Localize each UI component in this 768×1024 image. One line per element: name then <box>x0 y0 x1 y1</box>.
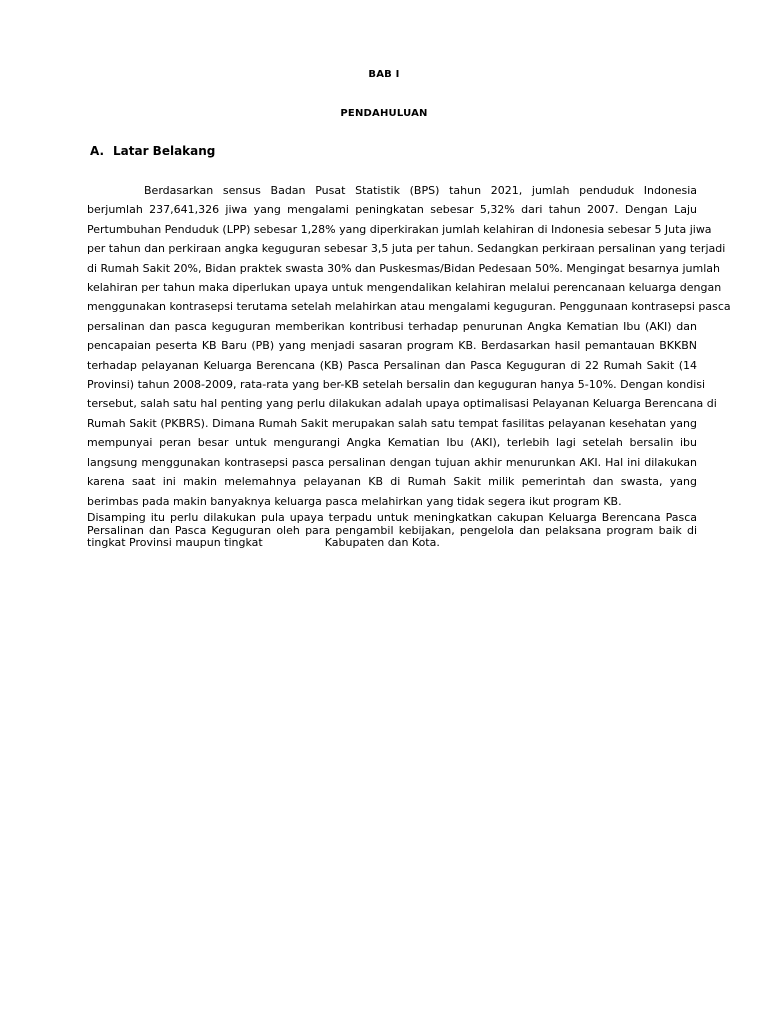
paragraph-line: Berdasarkan sensus Badan Pusat Statistik (BPS) tahun 2021, jumlah penduduk Indonesia <box>144 184 697 197</box>
paragraph-line: langsung menggunakan kontrasepsi pasca persalinan dengan tujuan akhir menurunkan AKI. Hal ini dilakukan <box>87 455 697 469</box>
paragraph-line: berimbas pada makin banyaknya keluarga pasca melahirkan yang tidak segera ikut program KB. <box>87 494 622 508</box>
paragraph-line-part: tingkat Provinsi maupun tingkat <box>87 536 263 549</box>
chapter-heading: BAB I <box>368 69 400 80</box>
paragraph-line: Rumah Sakit (PKBRS). Dimana Rumah Sakit merupakan salah satu tempat fasilitas pelayanan kesehatan yang <box>87 416 697 430</box>
paragraph-line: pencapaian peserta KB Baru (PB) yang menjadi sasaran program KB. Berdasarkan hasil pemantauan BKKBN <box>87 339 697 353</box>
paragraph-line: Provinsi) tahun 2008-2009, rata-rata yang ber-KB setelah bersalin dan keguguran hanya 5-10%. Dengan kondisi <box>87 378 706 392</box>
paragraph-line: Pertumbuhan Penduduk (LPP) sebesar 1,28% yang diperkirakan jumlah kelahiran di Indonesia sebesar 5 Juta jiwa <box>87 222 712 236</box>
paragraph-line: di Rumah Sakit 20%, Bidan praktek swasta 30% dan Puskesmas/Bidan Pedesaan 50%. Mengingat besarnya jumlah <box>87 261 720 275</box>
section-title: Latar Belakang <box>113 144 216 158</box>
paragraph-line <box>87 537 697 550</box>
paragraph-line: menggunakan kontrasepsi terutama setelah melahirkan atau mengalami keguguran. Penggunaan kontrasepsi pasca <box>87 300 731 314</box>
section-heading <box>90 144 215 158</box>
paragraph-line: Persalinan dan Pasca Keguguran oleh para pengambil kebijakan, pengelola dan pelaksana program baik di <box>87 523 697 537</box>
paragraph-line: tersebut, salah satu hal penting yang perlu dilakukan adalah upaya optimalisasi Pelayanan Keluarga Berencana di <box>87 397 717 411</box>
chapter-title: PENDAHULUAN <box>340 108 428 119</box>
section-number: A. <box>90 144 105 158</box>
body-paragraph <box>87 181 731 511</box>
paragraph-line: berjumlah 237,641,326 jiwa yang mengalami peningkatan sebesar 5,32% dari tahun 2007. Dengan Laju <box>87 203 697 217</box>
paragraph-line: terhadap pelayanan Keluarga Berencana (KB) Pasca Persalinan dan Pasca Keguguran di 22 Rumah Sakit (14 <box>87 358 697 372</box>
paragraph-line: per tahun dan perkiraan angka keguguran sebesar 3,5 juta per tahun. Sedangkan perkiraan persalinan yang terjadi <box>87 242 726 256</box>
closing-paragraph <box>87 512 697 550</box>
paragraph-line: persalinan dan pasca keguguran memberikan kontribusi terhadap penurunan Angka Kematian Ibu (AKI) dan <box>87 319 697 333</box>
paragraph-line-part: Kabupaten dan Kota. <box>324 536 440 549</box>
paragraph-line: Disamping itu perlu dilakukan pula upaya terpadu untuk meningkatkan cakupan Keluarga Berencana Pasca <box>87 511 697 524</box>
paragraph-line: mempunyai peran besar untuk mengurangi Angka Kematian Ibu (AKI), terlebih lagi setelah bersalin ibu <box>87 436 697 450</box>
paragraph-line: karena saat ini makin melemahnya pelayanan KB di Rumah Sakit milik pemerintah dan swasta, yang <box>87 475 697 489</box>
paragraph-line: kelahiran per tahun maka diperlukan upaya untuk mengendalikan kelahiran melalui perencanaan keluarga dengan <box>87 281 722 295</box>
